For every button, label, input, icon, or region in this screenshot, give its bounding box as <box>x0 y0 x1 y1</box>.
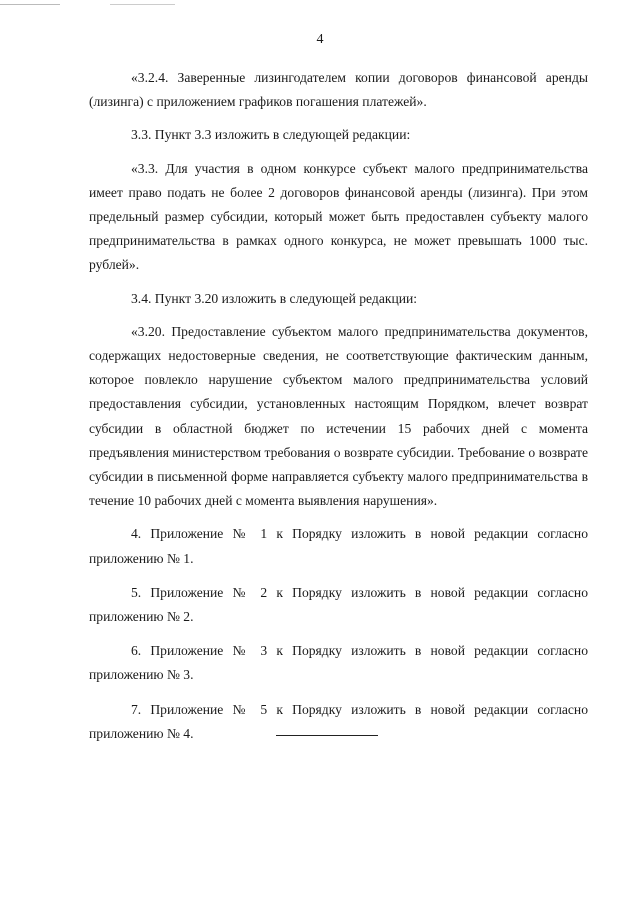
item-4: 4. Приложение № 1 к Порядку изложить в новой редакции согласно приложению № 1. <box>89 526 588 566</box>
scan-edge-line <box>0 4 640 5</box>
paragraph-3-2-4: «3.2.4. Заверенные лизингодателем копии договоров финансовой аренды (лизинга) с приложением графиков погашения платежей». <box>89 70 588 110</box>
item-5: 5. Приложение № 2 к Порядку изложить в новой редакции согласно приложению № 2. <box>89 584 588 625</box>
item-6: 6. Приложение № 3 к Порядку изложить в новой редакции согласно приложению № 3. <box>89 643 588 683</box>
closing-rule <box>276 735 378 736</box>
document-body <box>89 66 588 756</box>
paragraph-3-20: «3.20. Предоставление субъектом малого предпринимательства документов, содержащих недостоверные сведения, не соответствующие фактическим данным, которое повлекло нарушение субъектом малого предпринимательства условий предоставления субсидии, установленных настоящим Порядком, влечет возврат субсидии в областной бюджет по истечении 15 рабочих дней с момента предъявления министерством требования о возврате субсидии. Требование о возврате субсидии в письменной форме направляется субъекту малого предпринимательства в течение 10 рабочих дней с момента выявления нарушения». <box>89 323 588 509</box>
paragraph-3-3: «3.3. Для участия в одном конкурсе субъект малого предпринимательства имеет право подать не более 2 договоров финансовой аренды (лизинга). При этом предельный размер субсидии, который может быть предоставлен субъекту малого предпринимательства в рамках одного конкурса, не может превышать 1000 тыс. рублей». <box>89 160 588 273</box>
page-number: 4 <box>316 32 324 47</box>
paragraph-amend-3-3: 3.3. Пункт 3.3 изложить в следующей редакции: <box>131 127 411 143</box>
item-7: 7. Приложение № 5 к Порядку изложить в новой редакции согласно приложению № 4. <box>89 701 588 741</box>
paragraph-amend-3-20: 3.4. Пункт 3.20 изложить в следующей редакции: <box>131 290 418 306</box>
